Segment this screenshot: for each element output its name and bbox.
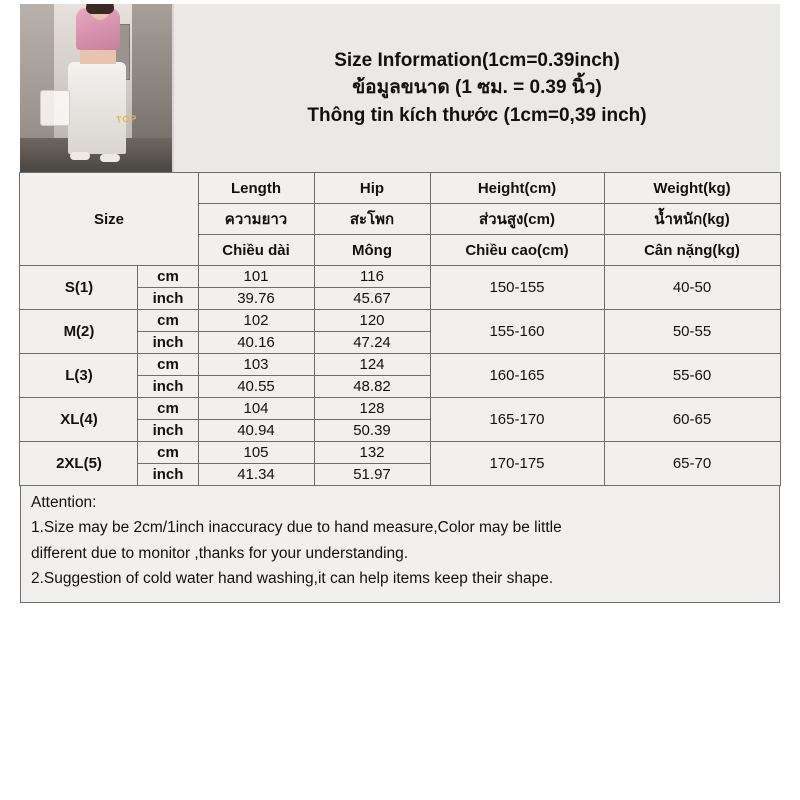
cell-length-inch: 40.16 [198, 332, 314, 354]
photo-watermark: TOP [115, 113, 138, 125]
row-size-s: S(1) [20, 266, 138, 310]
cell-hip-inch: 50.39 [314, 420, 430, 442]
table-row [20, 354, 780, 376]
cell-length-cm: 105 [198, 442, 314, 464]
cell-hip-cm: 120 [314, 310, 430, 332]
col-head-hip-vi: Mông [314, 235, 430, 266]
size-table [19, 172, 780, 486]
title-line-vi: Thông tin kích thước (1cm=0,39 inch) [307, 104, 647, 126]
cell-hip-cm: 124 [314, 354, 430, 376]
product-photo [20, 4, 173, 172]
unit-inch: inch [138, 420, 198, 442]
title-block [173, 4, 780, 172]
cell-length-inch: 40.94 [198, 420, 314, 442]
cell-hip-cm: 132 [314, 442, 430, 464]
cell-length-cm: 101 [198, 266, 314, 288]
cell-hip-inch: 48.82 [314, 376, 430, 398]
col-head-weight-en: Weight(kg) [604, 173, 780, 204]
table-row [20, 398, 780, 420]
cell-height: 170-175 [430, 442, 604, 486]
model-hair [86, 4, 114, 14]
cell-hip-inch: 47.24 [314, 332, 430, 354]
table-row [20, 266, 780, 288]
model-handbag [40, 90, 70, 126]
title-line-en: Size Information(1cm=0.39inch) [334, 49, 620, 71]
model-shoe-left [70, 152, 90, 160]
col-head-length-th: ความยาว [198, 204, 314, 235]
attention-line-1: 1.Size may be 2cm/1inch inaccuracy due to hand measure,Color may be little [31, 519, 562, 537]
model-pants [68, 62, 126, 154]
col-head-height-vi: Chiều cao(cm) [430, 235, 604, 266]
unit-cm: cm [138, 354, 198, 376]
cell-length-inch: 40.55 [198, 376, 314, 398]
col-head-height-th: ส่วนสูง(cm) [430, 204, 604, 235]
cell-length-inch: 39.76 [198, 288, 314, 310]
col-head-weight-vi: Cân nặng(kg) [604, 235, 780, 266]
cell-weight: 55-60 [604, 354, 780, 398]
table-header-row-en [20, 173, 780, 204]
cell-hip-cm: 128 [314, 398, 430, 420]
unit-cm: cm [138, 398, 198, 420]
cell-height: 165-170 [430, 398, 604, 442]
cell-hip-inch: 51.97 [314, 464, 430, 486]
model-shoe-right [100, 154, 120, 162]
unit-cm: cm [138, 310, 198, 332]
cell-height: 150-155 [430, 266, 604, 310]
attention-section [20, 486, 780, 603]
col-head-hip-en: Hip [314, 173, 430, 204]
cell-length-cm: 103 [198, 354, 314, 376]
unit-inch: inch [138, 288, 198, 310]
table-row [20, 310, 780, 332]
col-head-length-en: Length [198, 173, 314, 204]
col-head-length-vi: Chiều dài [198, 235, 314, 266]
col-head-height-en: Height(cm) [430, 173, 604, 204]
cell-hip-cm: 116 [314, 266, 430, 288]
unit-inch: inch [138, 332, 198, 354]
header-section [20, 0, 780, 172]
cell-length-cm: 102 [198, 310, 314, 332]
cell-height: 155-160 [430, 310, 604, 354]
model-midriff [80, 48, 116, 64]
col-head-hip-th: สะโพก [314, 204, 430, 235]
row-size-xl: XL(4) [20, 398, 138, 442]
unit-inch: inch [138, 464, 198, 486]
unit-cm: cm [138, 442, 198, 464]
cell-length-cm: 104 [198, 398, 314, 420]
cell-hip-inch: 45.67 [314, 288, 430, 310]
row-size-2xl: 2XL(5) [20, 442, 138, 486]
attention-title: Attention: [31, 494, 97, 511]
col-head-weight-th: น้ำหนัก(kg) [604, 204, 780, 235]
cell-length-inch: 41.34 [198, 464, 314, 486]
cell-weight: 50-55 [604, 310, 780, 354]
row-size-l: L(3) [20, 354, 138, 398]
table-row [20, 442, 780, 464]
attention-line-2: different due to monitor ,thanks for your understanding. [31, 544, 409, 562]
attention-line-3: 2.Suggestion of cold water hand washing,it can help items keep their shape. [31, 570, 554, 588]
cell-weight: 65-70 [604, 442, 780, 486]
cell-weight: 40-50 [604, 266, 780, 310]
size-header-cell: Size [20, 173, 198, 266]
row-size-m: M(2) [20, 310, 138, 354]
cell-height: 160-165 [430, 354, 604, 398]
unit-cm: cm [138, 266, 198, 288]
cell-weight: 60-65 [604, 398, 780, 442]
unit-inch: inch [138, 376, 198, 398]
title-line-th: ข้อมูลขนาด (1 ซม. = 0.39 นิ้ว) [352, 77, 602, 99]
